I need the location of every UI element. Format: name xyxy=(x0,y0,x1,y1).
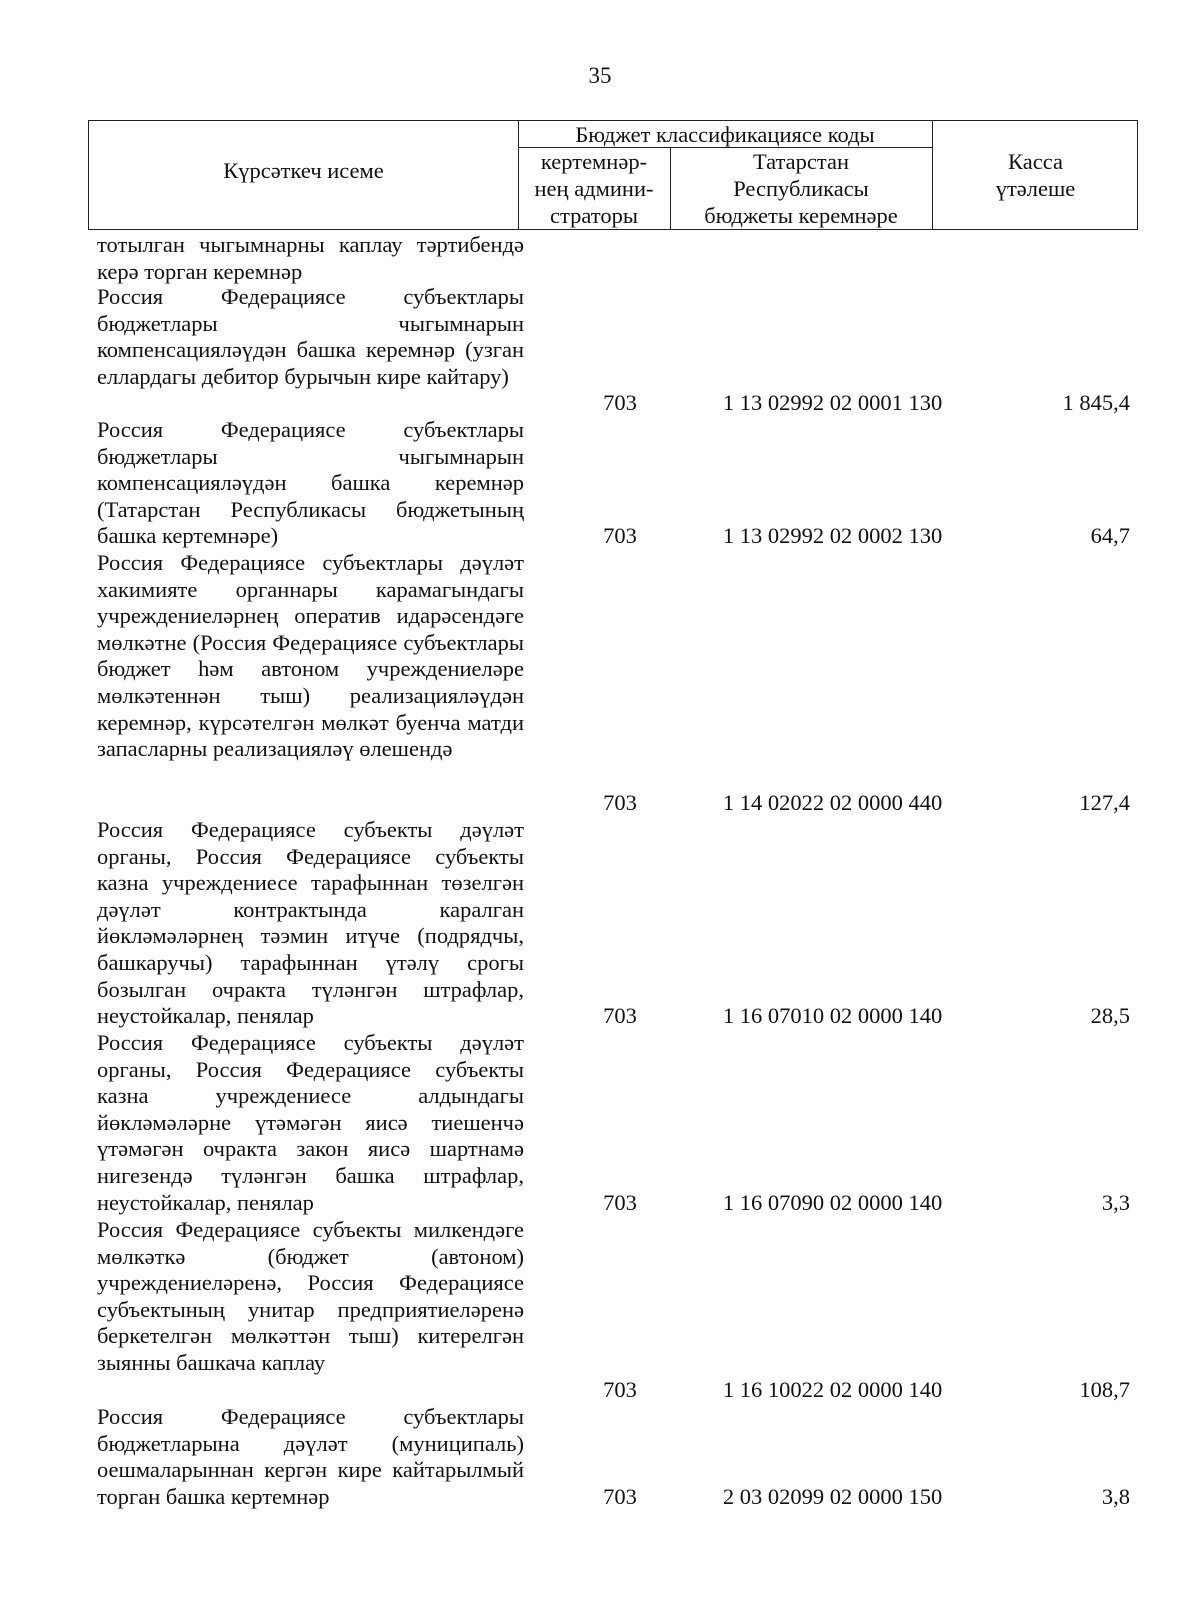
continued-text: тотылган чыгымнарны каплау тәртибендә керә торган керемнәр xyxy=(97,232,524,284)
row-name: Россия Федерациясе субъектлары дәүләт хакимияте органнары карамагындагы учреждениеләрнең оператив идарәсендәге мөлкәтне (Россия Федерациясе субъектлары бюджет һәм автоном учреждениеләре мөлкәтеннән тыш) реализацияләүдән керемнәр, күрсәтелгән мөлкәт буенча матди запасларны реализацияләү өлешендә xyxy=(97,550,524,762)
row-admin-code: 703 xyxy=(603,790,637,815)
header-revenue-administrators: кертемнәр- нең админи- страторы xyxy=(534,149,654,228)
header-budget-classification: Бюджет классификациясе коды xyxy=(575,122,875,147)
header-cash-execution: Касса үтәлеше xyxy=(995,149,1076,201)
row-admin-code: 703 xyxy=(603,1484,637,1509)
row-budget-code: 1 14 02022 02 0000 440 xyxy=(722,790,943,815)
row-name: Россия Федерациясе субъектлары бюджетларына дәүләт (муниципаль) оешмаларыннан кергән кире кайтарылмый торган башка кертемнәр xyxy=(97,1404,524,1509)
row-admin-code: 703 xyxy=(603,523,637,548)
row-amount: 108,7 xyxy=(1079,1377,1130,1402)
row-amount: 1 845,4 xyxy=(1062,390,1130,415)
row-name: Россия Федерациясе субъектлары бюджетлары чыгымнарын компенсацияләүдән башка керемнәр (узган еллардагы дебитор бурычын кире кайтару) xyxy=(97,284,524,389)
row-name: Россия Федерациясе субъекты дәүләт органы, Россия Федерациясе субъекты казна учреждениесе алдындагы йөкләмәләрне үтәмәгән яисә тиешенчә үтәмәгән очракта закон яисә шартнамә нигезендә түләнгән башка штрафлар, неустойкалар, пенялар xyxy=(97,1030,524,1215)
row-admin-code: 703 xyxy=(603,390,637,415)
header-indicator-name: Күрсәткеч исеме xyxy=(223,158,384,183)
row-name: Россия Федерациясе субъекты дәүләт органы, Россия Федерациясе субъекты казна учреждениесе тарафыннан төзелгән дәүләт контрактында каралган йөкләмәләрнең тәэмин итүче (подрядчы, башкаручы) тарафыннан үтәлү срогы бозылган очракта түләнгән штрафлар, неустойкалар, пенялар xyxy=(97,817,524,1029)
row-amount: 28,5 xyxy=(1090,1003,1130,1028)
row-admin-code: 703 xyxy=(603,1377,637,1402)
row-budget-code: 1 16 07010 02 0000 140 xyxy=(722,1003,943,1028)
row-amount: 64,7 xyxy=(1090,523,1130,548)
row-budget-code: 2 03 02099 02 0000 150 xyxy=(722,1484,943,1509)
table-header xyxy=(88,120,1138,230)
row-name: Россия Федерациясе субъекты милкендәге мөлкәткә (бюджет (автоном) учреждениеләренә, Россия Федерациясе субъектының унитар предприятиеләренә беркетелгән мөлкәттән тыш) китерелгән зыянны башкача каплау xyxy=(97,1217,524,1375)
row-budget-code: 1 16 10022 02 0000 140 xyxy=(722,1377,943,1402)
page-number: 35 xyxy=(588,63,612,88)
row-budget-code: 1 13 02992 02 0001 130 xyxy=(722,390,943,415)
header-tatarstan-budget-revenues: Татарстан Республикасы бюджеты керемнәре xyxy=(704,149,898,228)
row-name: Россия Федерациясе субъектлары бюджетлары чыгымнарын компенсацияләүдән башка керемнәр (Татарстан Республикасы бюджетының башка кертемнәре) xyxy=(97,417,524,549)
row-budget-code: 1 13 02992 02 0002 130 xyxy=(722,523,943,548)
row-amount: 127,4 xyxy=(1079,790,1130,815)
row-admin-code: 703 xyxy=(603,1003,637,1028)
row-budget-code: 1 16 07090 02 0000 140 xyxy=(722,1190,943,1215)
row-amount: 3,3 xyxy=(1101,1190,1130,1215)
row-admin-code: 703 xyxy=(603,1190,637,1215)
row-amount: 3,8 xyxy=(1101,1484,1130,1509)
